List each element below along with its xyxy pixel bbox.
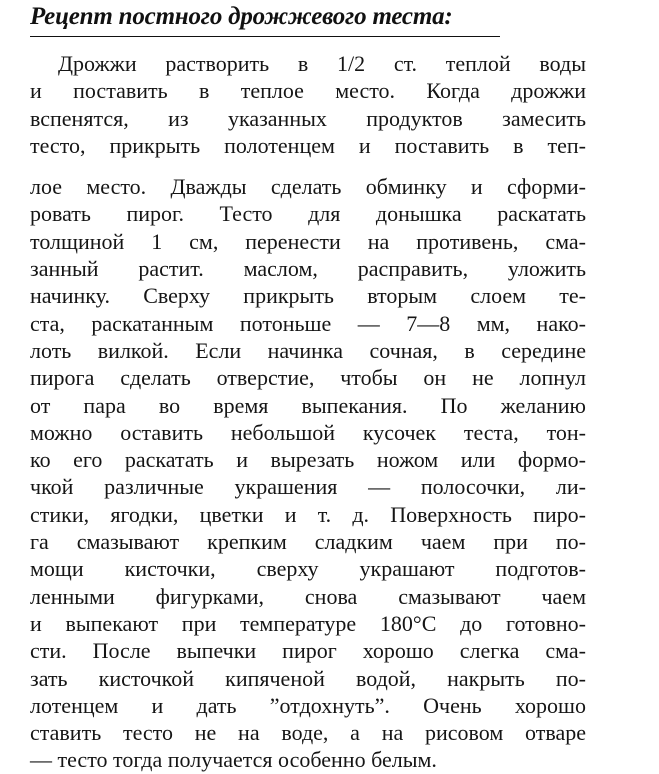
text-line: ко его раскатать и вырезать ножом или формо- (30, 447, 586, 473)
recipe-text (30, 50, 586, 774)
text-line: от пара во время выпекания. По желанию (30, 392, 586, 418)
text-line: мощи кисточки, сверху украшают подготов- (30, 556, 586, 582)
text-line: можно оставить небольшой кусочек теста, тон- (30, 419, 586, 445)
recipe-heading: Рецепт постного дрожжевого теста: (30, 3, 453, 30)
text-line: и выпекают при температуре 180°С до готовно- (30, 610, 586, 636)
text-line: стики, ягодки, цветки и т. д. Поверхность пиро- (30, 501, 586, 527)
text-line: зать кисточкой кипяченой водой, накрыть по- (30, 665, 586, 691)
text-line: тесто, прикрыть полотенцем и поставить в теп- (30, 132, 586, 158)
text-line: начинку. Сверху прикрыть вторым слоем те- (30, 283, 586, 309)
text-line: и поставить в теплое место. Когда дрожжи (30, 78, 586, 104)
text-line: пирога сделать отверстие, чтобы он не лопнул (30, 365, 586, 391)
text-line: ста, раскатанным потоньше — 7—8 мм, нако- (30, 310, 586, 336)
text-line: лое место. Дважды сделать обминку и сформи- (30, 174, 586, 200)
text-line: Дрожжи растворить в 1/2 ст. теплой воды (58, 51, 586, 76)
text-line: чкой различные украшения — полосочки, ли- (30, 474, 586, 500)
text-line: занный растит. маслом, расправить, уложить (30, 256, 586, 282)
text-line: га смазывают крепким сладким чаем при по- (30, 529, 586, 555)
text-line: сти. После выпечки пирог хорошо слегка сма- (30, 638, 586, 664)
text-line: — тесто тогда получается особенно белым. (30, 747, 437, 773)
text-line: ровать пирог. Тесто для донышка раскатать (30, 201, 586, 227)
text-line: толщиной 1 см, перенести на противень, сма- (30, 228, 586, 254)
text-line: лотенцем и дать ”отдохнуть”. Очень хорошо (30, 692, 586, 718)
text-line: ленными фигурками, снова смазывают чаем (30, 583, 586, 609)
text-line: ставить тесто не на воде, а на рисовом отваре (30, 720, 586, 746)
text-line: вспенятся, из указанных продуктов замесить (30, 105, 586, 131)
heading-underline (30, 36, 500, 37)
text-line: лоть вилкой. Если начинка сочная, в середине (30, 337, 586, 363)
